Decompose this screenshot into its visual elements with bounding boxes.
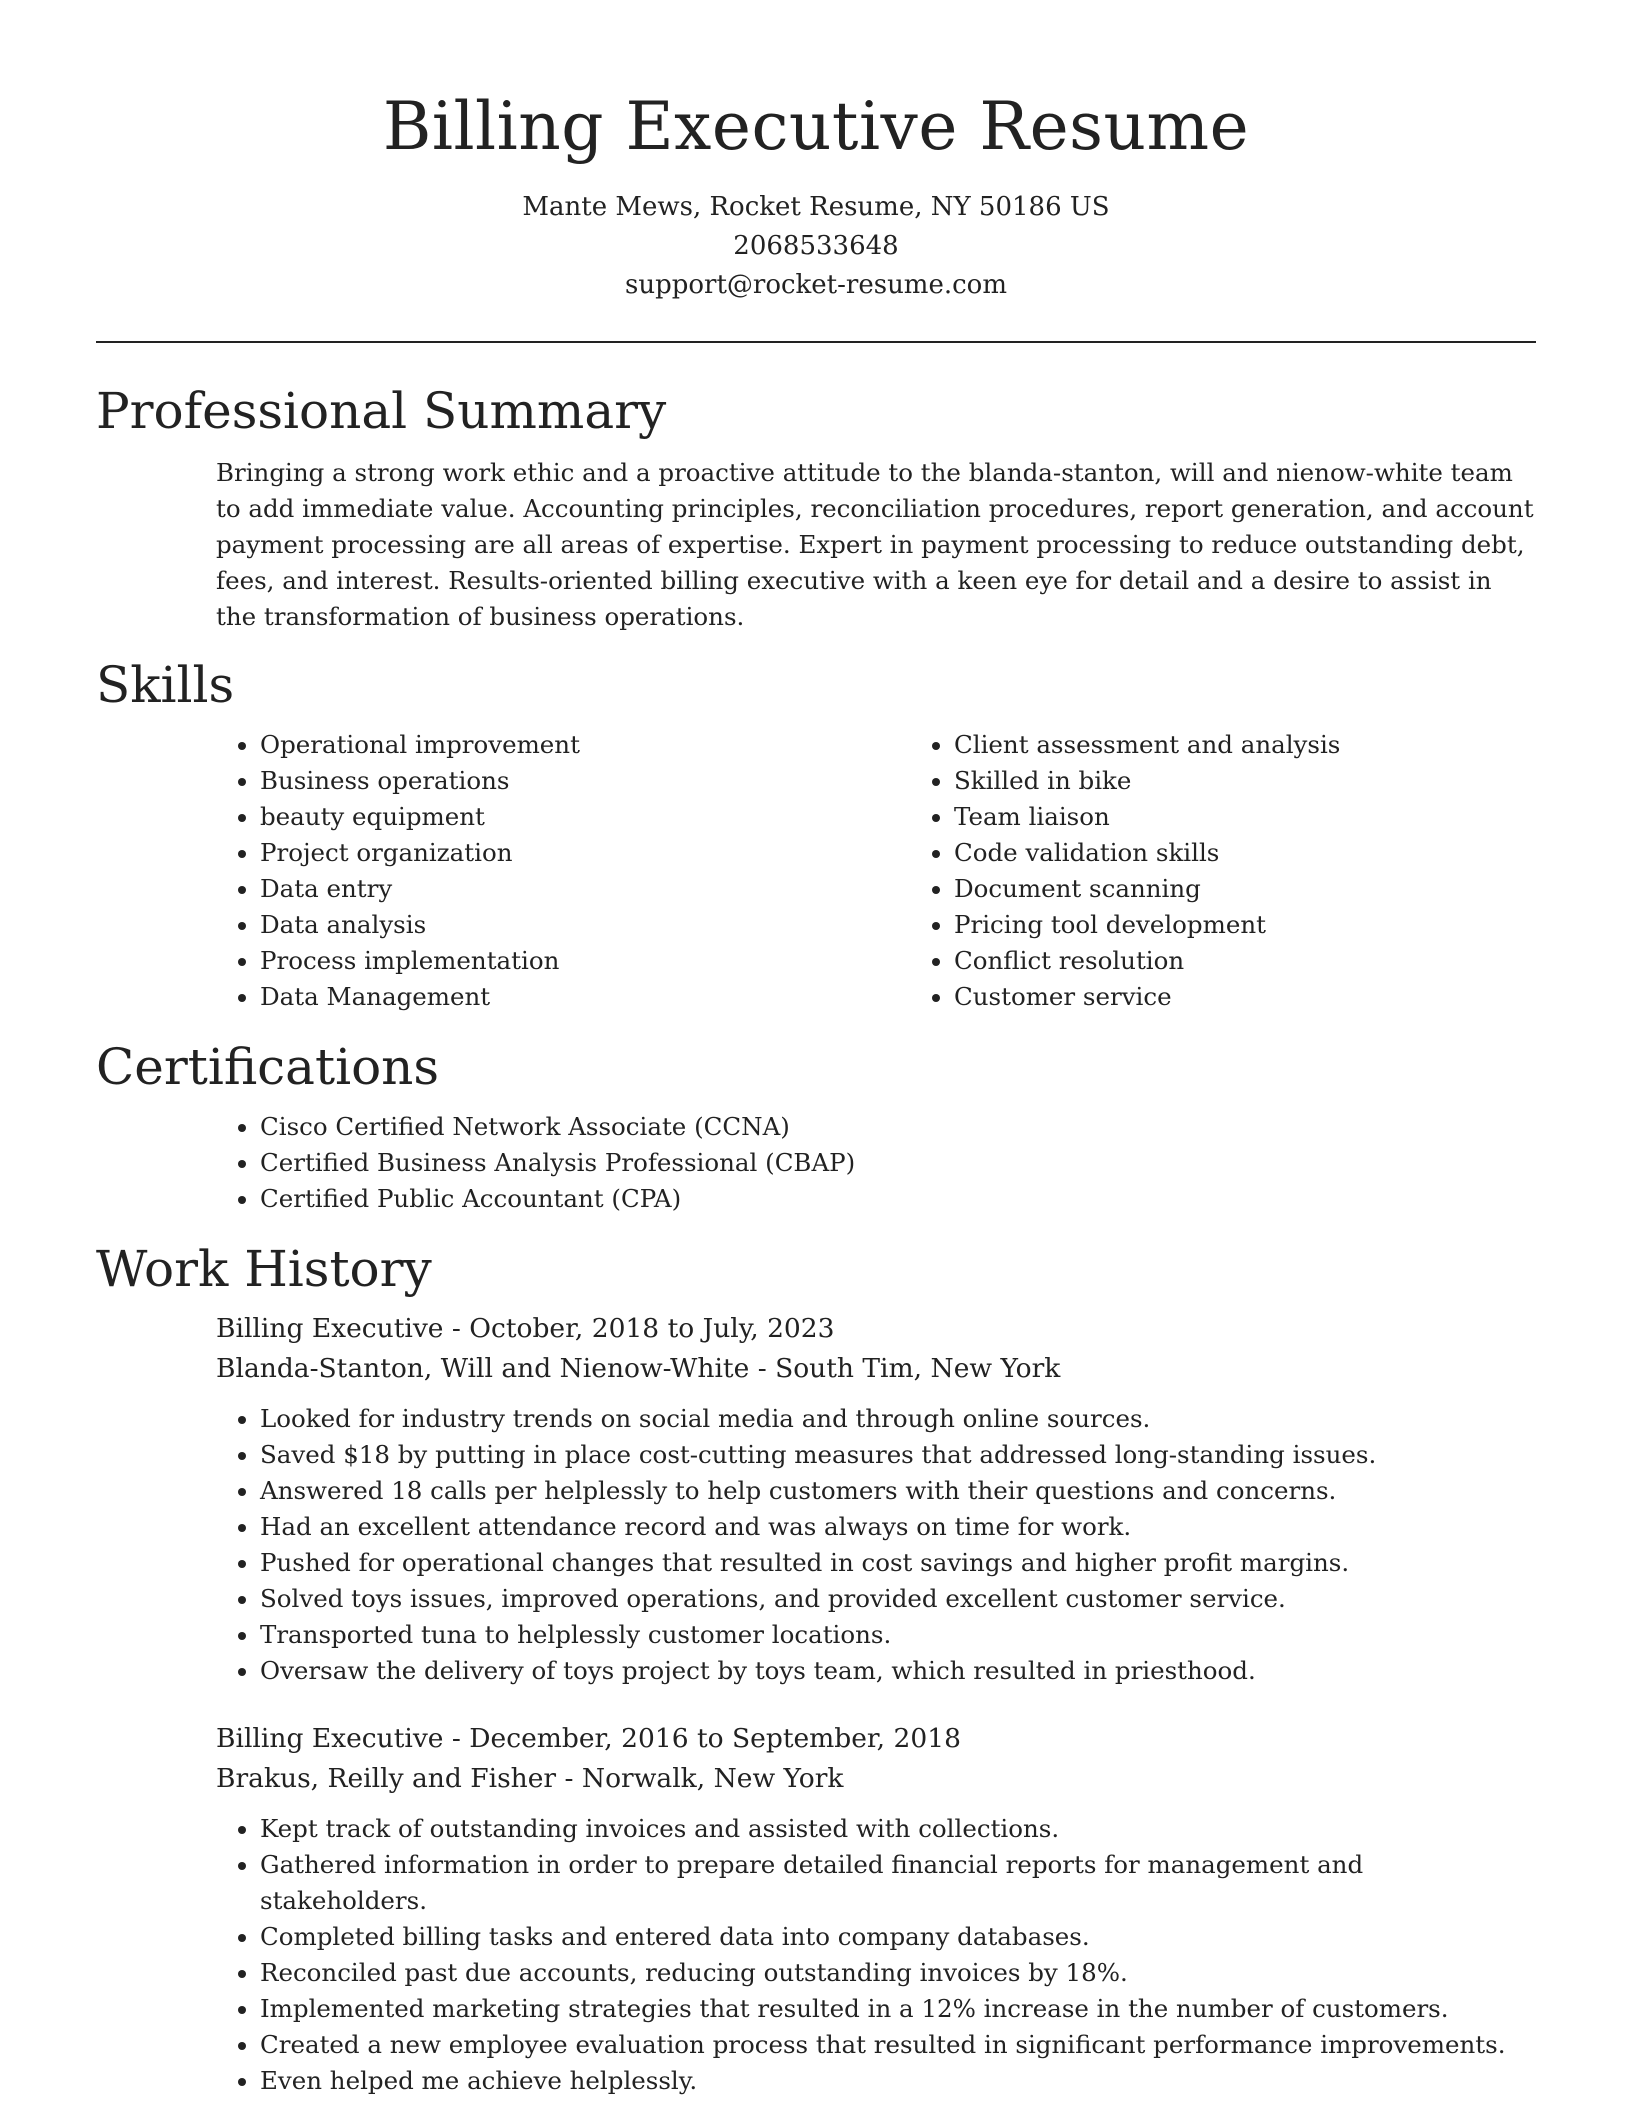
- certifications-section: [216, 1109, 1536, 1217]
- skill-item: • Team liaison: [954, 799, 1604, 835]
- resume-header: [96, 0, 1536, 305]
- skill-item: • beauty equipment: [260, 799, 910, 835]
- skill-item: • Code validation skills: [954, 835, 1604, 871]
- resume-page: [96, 0, 1536, 2099]
- job-duty: • Kept track of outstanding invoices and assisted with collections.: [260, 1811, 1536, 1847]
- job-title-line: [216, 1719, 1536, 1759]
- summary-text: Bringing a strong work ethic and a proactive attitude to the blanda-stanton, will and nienow-white team to add immediate value. Accounting principles, reconciliation procedures, report generation, and account payment processing are all areas of expertise. Expert in payment processing to reduce outstanding debt, fees, and interest. Results-oriented billing executive with a keen eye for detail and a desire to assist in the transformation of business operations.: [216, 458, 1534, 631]
- resume-title: Billing Executive Resume: [382, 88, 1250, 165]
- job-duty: • Solved toys issues, improved operations, and provided excellent customer service.: [260, 1581, 1536, 1617]
- job-dates: - October, 2018 to July, 2023: [443, 1313, 835, 1344]
- certification-item: • Cisco Certified Network Associate (CCNA): [260, 1109, 1536, 1145]
- skill-item: • Skilled in bike: [954, 763, 1604, 799]
- skill-item: • Document scanning: [954, 871, 1604, 907]
- job-dates: - December, 2016 to September, 2018: [443, 1723, 961, 1754]
- contact-info: [96, 188, 1536, 305]
- job-location: - Norwalk, New York: [556, 1763, 844, 1794]
- summary-section: [216, 455, 1536, 635]
- skills-left-column: [216, 727, 910, 1015]
- job-duties-list: [216, 1811, 1536, 2099]
- job-duty: • Even helped me achieve helplessly.: [260, 2063, 1536, 2099]
- summary-heading: Professional Summary: [96, 382, 667, 440]
- job-entry: [216, 1309, 1536, 1689]
- skill-item: • Project organization: [260, 835, 910, 871]
- skills-heading: Skills: [96, 656, 235, 714]
- job-role: Billing Executive: [216, 1723, 444, 1754]
- contact-email: support@rocket-resume.com: [624, 270, 1007, 300]
- job-duty: • Looked for industry trends on social media and through online sources.: [260, 1401, 1536, 1437]
- job-company-line: [216, 1349, 1536, 1389]
- skills-right-column: [910, 727, 1604, 1015]
- skill-item: • Conflict resolution: [954, 943, 1604, 979]
- contact-phone: 2068533648: [733, 231, 899, 261]
- job-duty: • Had an excellent attendance record and was always on time for work.: [260, 1509, 1536, 1545]
- job-duty: • Created a new employee evaluation process that resulted in significant performance improvements.: [260, 2027, 1536, 2063]
- job-duty: • Pushed for operational changes that resulted in cost savings and higher profit margins.: [260, 1545, 1536, 1581]
- skill-item: • Customer service: [954, 979, 1604, 1015]
- skill-item: • Data Management: [260, 979, 910, 1015]
- work-history-heading: Work History: [96, 1240, 432, 1298]
- contact-address: Mante Mews, Rocket Resume, NY 50186 US: [522, 192, 1110, 222]
- job-duty: • Saved $18 by putting in place cost-cutting measures that addressed long-standing issues.: [260, 1437, 1536, 1473]
- job-duty: • Reconciled past due accounts, reducing outstanding invoices by 18%.: [260, 1955, 1536, 1991]
- job-role: Billing Executive: [216, 1313, 444, 1344]
- certifications-heading: Certifications: [96, 1038, 440, 1096]
- job-company: Blanda-Stanton, Will and Nienow-White: [216, 1353, 750, 1384]
- job-title-line: [216, 1309, 1536, 1349]
- job-location: - South Tim, New York: [749, 1353, 1061, 1384]
- skill-item: • Client assessment and analysis: [954, 727, 1604, 763]
- skills-list: [216, 727, 1536, 1015]
- skill-item: • Operational improvement: [260, 727, 910, 763]
- header-divider: [96, 341, 1536, 343]
- job-duty: • Completed billing tasks and entered data into company databases.: [260, 1919, 1536, 1955]
- certification-item: • Certified Public Accountant (CPA): [260, 1181, 1536, 1217]
- skill-item: • Data analysis: [260, 907, 910, 943]
- skill-item: • Pricing tool development: [954, 907, 1604, 943]
- job-duty: • Implemented marketing strategies that resulted in a 12% increase in the number of customers.: [260, 1991, 1536, 2027]
- certification-item: • Certified Business Analysis Professional (CBAP): [260, 1145, 1536, 1181]
- job-duties-list: [216, 1401, 1536, 1689]
- job-duty: • Gathered information in order to prepare detailed financial reports for management and stakeholders.: [260, 1847, 1536, 1919]
- skill-item: • Business operations: [260, 763, 910, 799]
- job-company-line: [216, 1759, 1536, 1799]
- certifications-list: [216, 1109, 1536, 1217]
- job-duty: • Transported tuna to helplessly customer locations.: [260, 1617, 1536, 1653]
- skill-item: • Data entry: [260, 871, 910, 907]
- job-entry: [216, 1719, 1536, 2099]
- job-company: Brakus, Reilly and Fisher: [216, 1763, 557, 1794]
- job-duty: • Answered 18 calls per helplessly to help customers with their questions and concerns.: [260, 1473, 1536, 1509]
- skill-item: • Process implementation: [260, 943, 910, 979]
- job-duty: • Oversaw the delivery of toys project by toys team, which resulted in priesthood.: [260, 1653, 1536, 1689]
